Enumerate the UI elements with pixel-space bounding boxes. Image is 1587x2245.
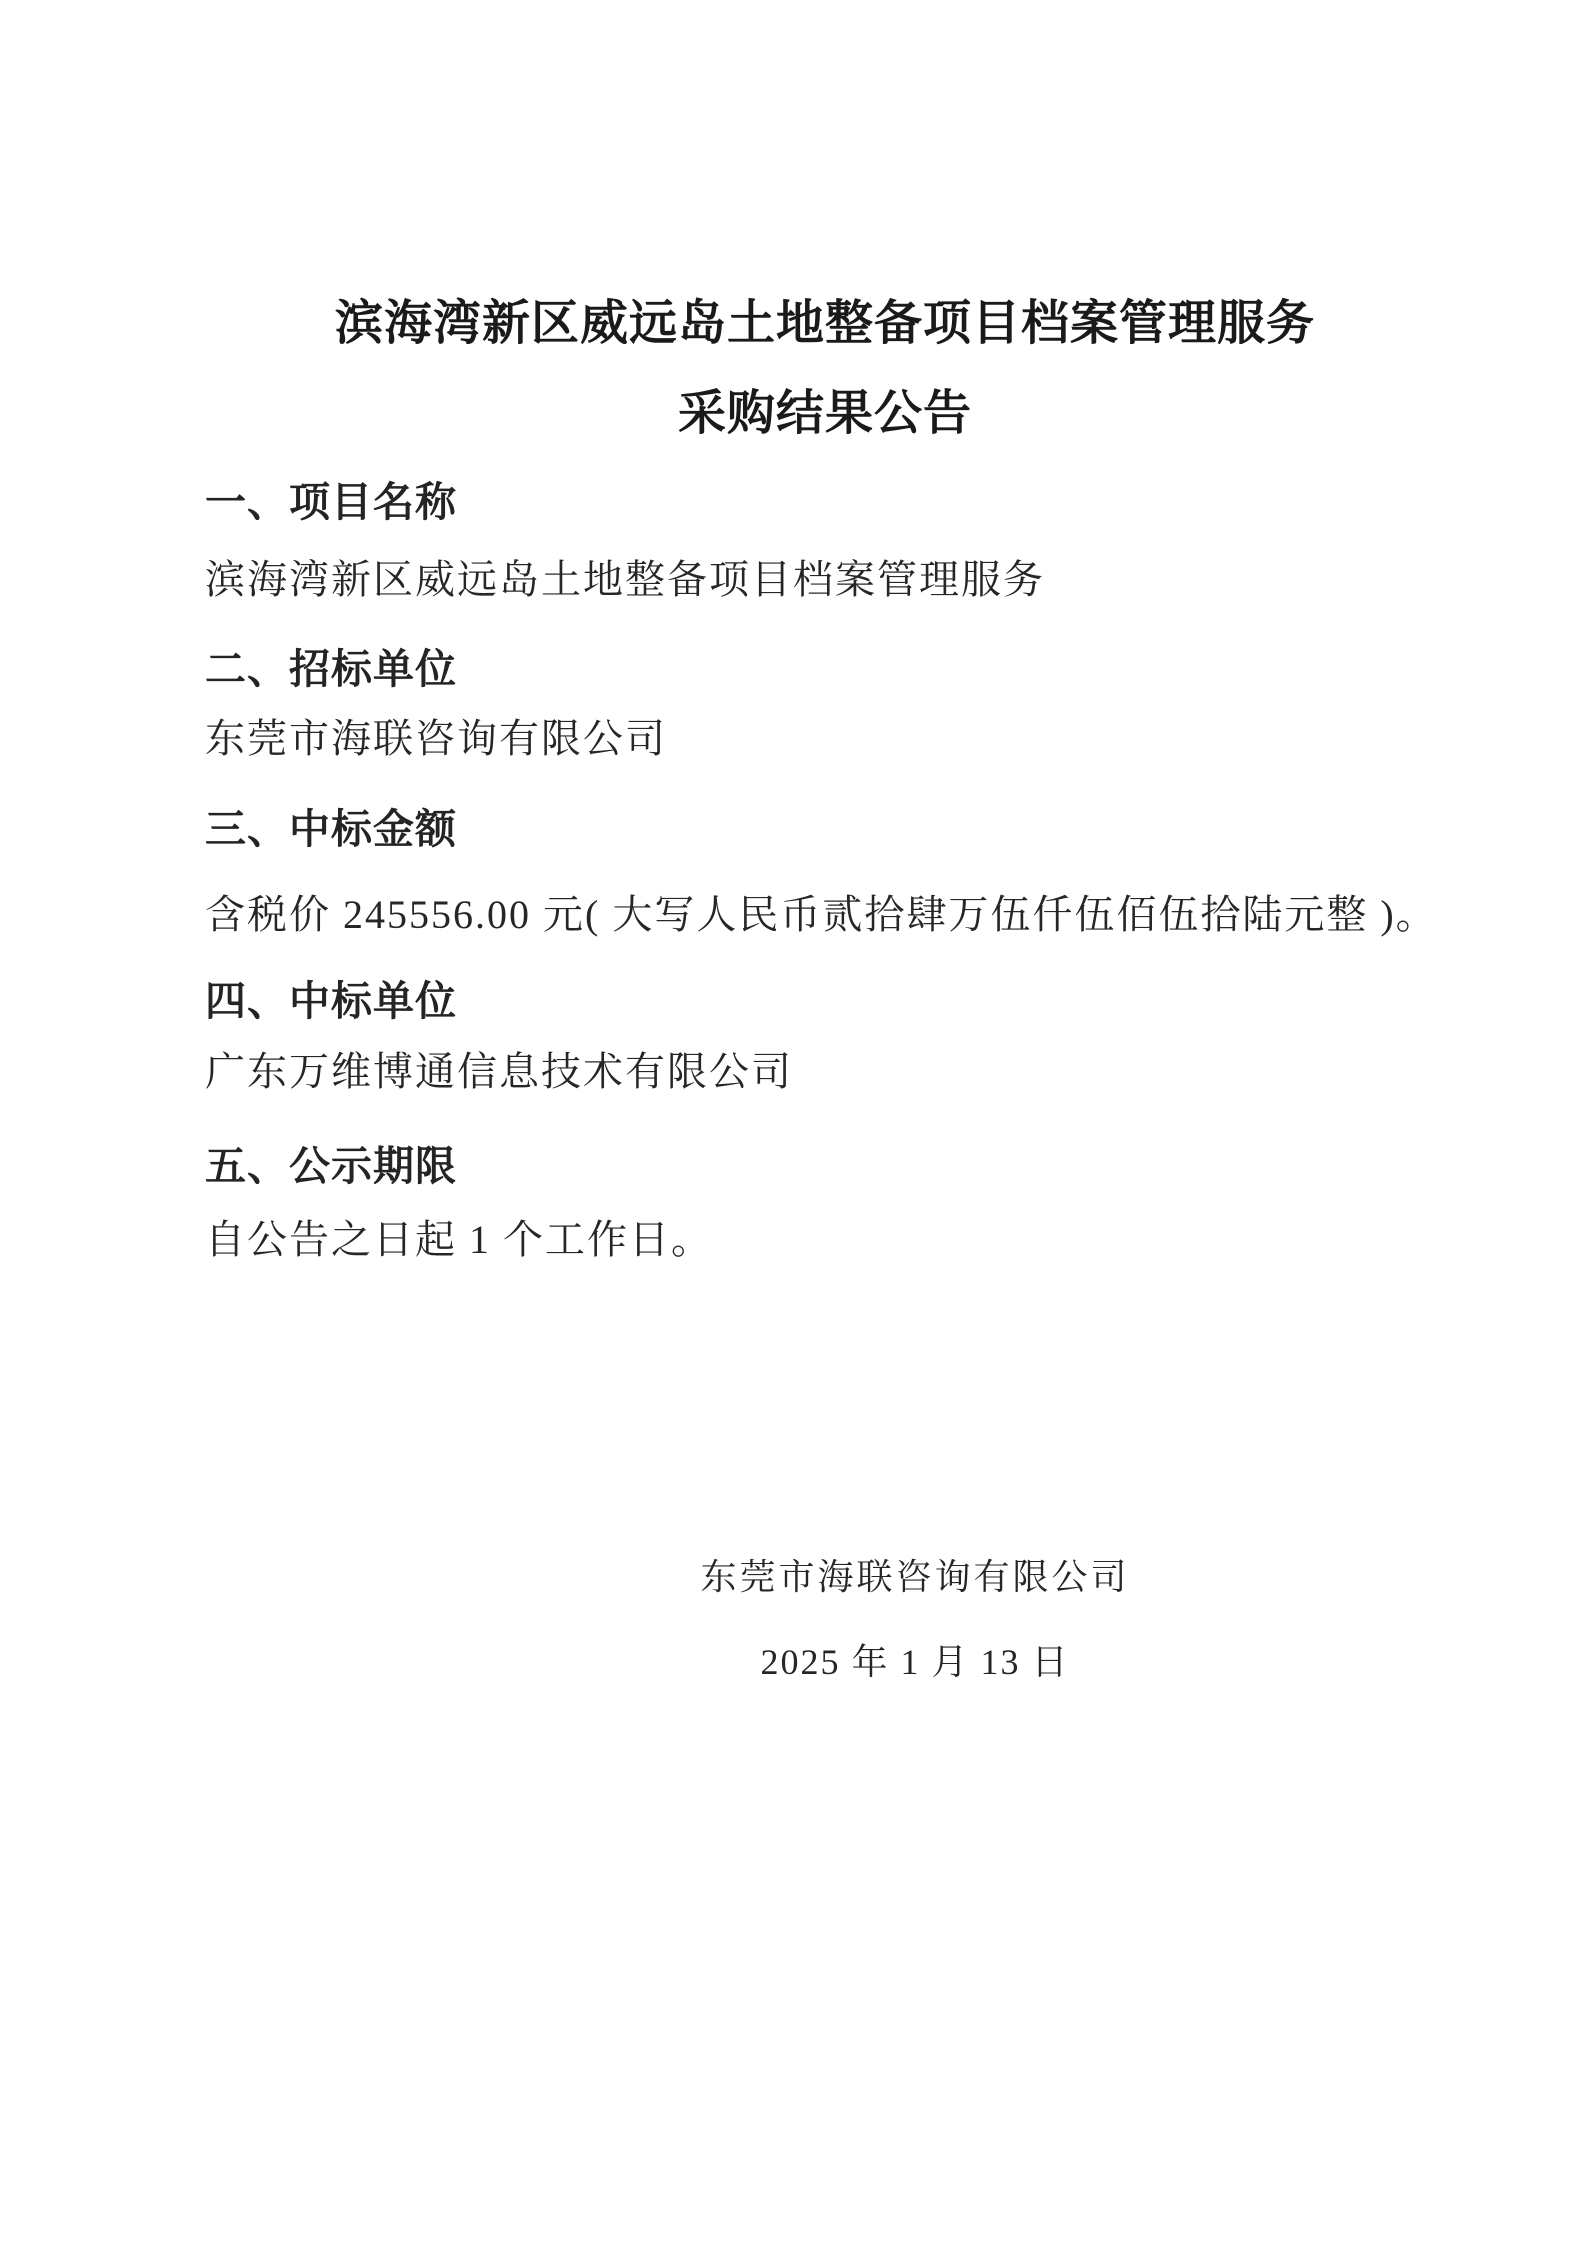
signature-date: 2025 年 1 月 13 日 [760,1642,1070,1682]
document-content [205,296,1445,1684]
section-heading-publicity-period: 五、公示期限 [205,1143,457,1189]
section-body-tendering-unit: 东莞市海联咨询有限公司 [205,716,667,761]
section-heading-tendering-unit: 二、招标单位 [205,646,457,692]
section-heading-winning-unit: 四、中标单位 [205,978,457,1024]
document-title-line1: 滨海湾新区威远岛土地整备项目档案管理服务 [334,297,1315,350]
section-heading-winning-amount: 三、中标金额 [205,806,457,852]
section-heading-project-name: 一、项目名称 [205,479,457,525]
signature-block [390,1555,1440,1684]
section-body-project-name: 滨海湾新区威远岛土地整备项目档案管理服务 [205,557,1045,602]
document-title-line2: 采购结果公告 [677,387,972,440]
section-body-winning-amount: 含税价 245556.00 元( 大写人民币贰拾肆万伍仟伍佰伍拾陆元整 )。 [205,892,1438,937]
section-body-publicity-period: 自公告之日起 1 个工作日。 [205,1217,713,1262]
signature-organization: 东莞市海联咨询有限公司 [700,1557,1130,1597]
section-body-winning-unit: 广东万维博通信息技术有限公司 [205,1049,793,1094]
